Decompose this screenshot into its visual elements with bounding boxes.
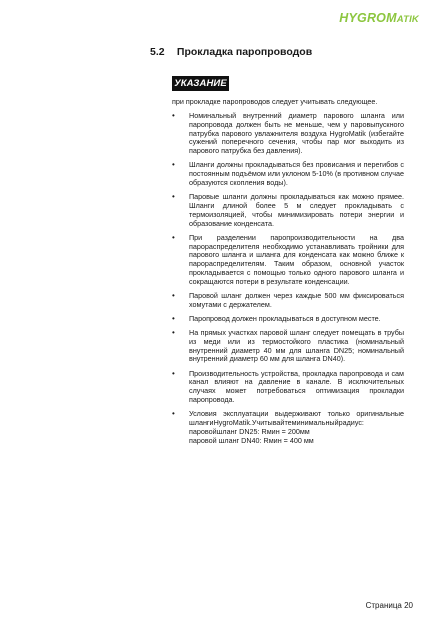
list-item-text: Паропровод должен прокладываться в доступном месте. bbox=[189, 313, 381, 323]
list-item-text: Шланги должны прокладываться без провисания и перегибов с постоянным подъёмом или уклоном 5-10% (в противном случае образуются скопления воды). bbox=[189, 160, 404, 187]
list-item-text: Номинальный внутренний диаметр парового шланга или паропровода должен быть не меньше, чем у паровыпускного патрубка парового увлажнителя воздуха HygroMatik (избегайте сужений поперечного сечения, чтобы пар мог выходить из парового патрубка без давления). bbox=[189, 111, 404, 156]
list-item-text: Условия эксплуатации выдерживают только оригинальные шлангиHygroMatik.Учитывайтеминимальныйрадиус: bbox=[189, 409, 404, 428]
list-item bbox=[172, 292, 404, 310]
logo-matik-rest: ATIK bbox=[396, 14, 419, 25]
bullet-icon: • bbox=[172, 328, 175, 338]
list-item bbox=[172, 329, 404, 364]
section-title: Прокладка паропроводов bbox=[176, 46, 313, 58]
list-item bbox=[172, 315, 404, 324]
bullet-icon: • bbox=[172, 111, 175, 120]
bullet-icon: • bbox=[172, 160, 175, 170]
list-item-text: При разделении паропроизводительности на два парораспределителя необходимо устанавливать тройники для парового шланга и шланга для конденсата как можно ближе к парораспределителям. Таким образом, основной участок прокладывается с помощью только одного парового шланга и сокращаются потери в результате конденсации. bbox=[189, 232, 404, 286]
bullet-icon: • bbox=[172, 368, 175, 378]
page-number: Страница 20 bbox=[365, 601, 413, 610]
logo-hygro-text: HYGRO bbox=[339, 11, 387, 25]
list-item bbox=[172, 161, 404, 187]
list-item-text: На прямых участках паровой шланг следует помещать в трубы из меди или из термостойкого пластика (номинальный внутренний диаметр 40 мм для шланга DN25; номинальный внутренний диаметр 60 мм для шланга DN40). bbox=[189, 328, 404, 364]
bullet-icon: • bbox=[172, 232, 175, 242]
notes-list bbox=[172, 112, 404, 451]
list-item bbox=[172, 370, 404, 405]
list-item bbox=[172, 112, 404, 156]
list-item bbox=[172, 410, 404, 445]
notice-label: УКАЗАНИЕ bbox=[172, 76, 229, 91]
section-number: 5.2 bbox=[150, 46, 165, 58]
list-item-text: Производительность устройства, прокладка паропровода и сам канал влияют на давление в канале. В исключительных случаях может потребоваться оптимизация прокладки паропровода. bbox=[189, 368, 404, 405]
section-heading bbox=[150, 46, 312, 58]
bullet-icon: • bbox=[172, 313, 175, 323]
bullet-icon: • bbox=[172, 192, 175, 202]
list-item-text: Паровые шланги должны прокладываться как можно прямее. Шланги длиной более 5 м следует прокладывать с термоизоляцией, чтобы минимизировать потери энергии и образование конденсата. bbox=[189, 192, 404, 228]
list-item-subline: паровой шланг DN40: Rмин = 400 мм bbox=[189, 435, 314, 445]
intro-text: при прокладке паропроводов следует учитывать следующее. bbox=[172, 97, 378, 106]
list-item bbox=[172, 234, 404, 287]
hygromatik-logo bbox=[339, 11, 419, 25]
list-item-subline: паровойшланг DN25: Rмин = 200мм bbox=[189, 426, 310, 436]
logo-matik-initial: M bbox=[386, 11, 397, 25]
bullet-icon: • bbox=[172, 290, 175, 300]
list-item-text: Паровой шланг должен через каждые 500 мм фиксироваться хомутами с держателем. bbox=[189, 290, 404, 309]
list-item bbox=[172, 193, 404, 228]
bullet-icon: • bbox=[172, 409, 175, 419]
